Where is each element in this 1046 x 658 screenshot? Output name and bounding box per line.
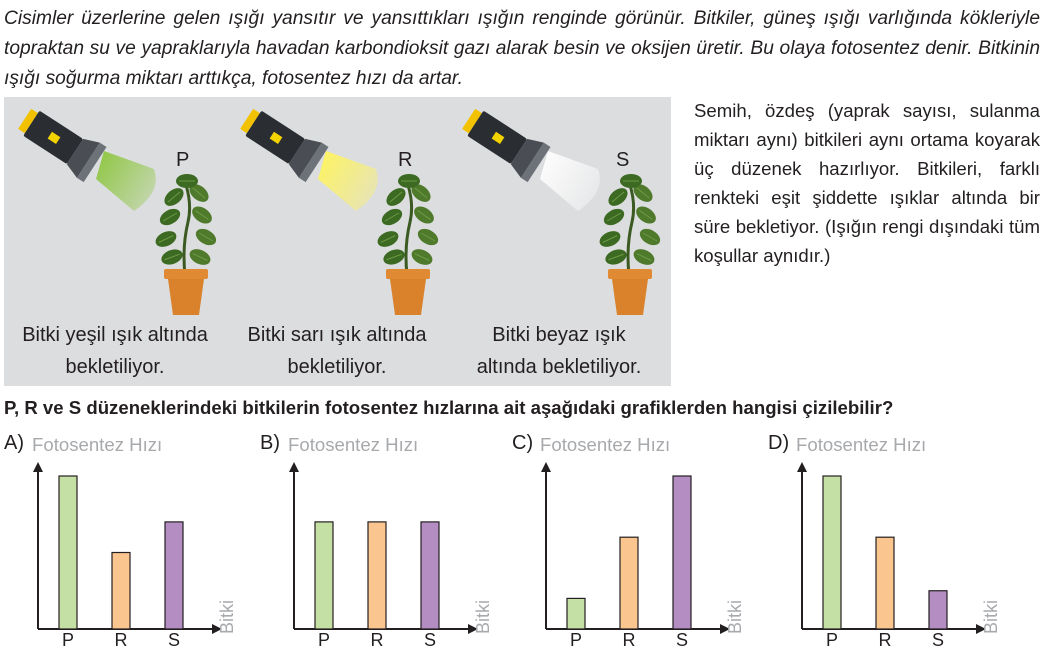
plant-icon: [597, 174, 663, 315]
category-label: S: [931, 630, 944, 650]
bar-p: [823, 476, 841, 629]
category-label: R: [622, 630, 636, 650]
x-axis-label: Bitki: [217, 599, 237, 634]
flashlight-icon: [235, 101, 328, 182]
flashlight-icon: [13, 101, 106, 182]
plant-icon: [153, 174, 219, 315]
light-beam: [318, 151, 378, 211]
y-axis-label: Fotosentez Hızı: [32, 434, 163, 455]
bar-p: [315, 522, 333, 629]
bar-s: [673, 476, 691, 629]
question-text: P, R ve S düzeneklerindeki bitkilerin fotosentez hızlarına ait aşağıdaki grafiklerden hangisi çizilebilir?: [4, 397, 894, 418]
y-axis-label: Fotosentez Hızı: [796, 434, 927, 455]
experiment-panel: [4, 97, 671, 386]
x-axis-label: Bitki: [725, 599, 745, 634]
graph-option-b[interactable]: [260, 428, 500, 654]
setup-s: [448, 97, 670, 386]
light-beam: [540, 151, 600, 211]
flashlight-icon: [457, 101, 550, 182]
category-label: P: [825, 630, 838, 650]
setup-letter: P: [176, 149, 190, 171]
bar-p: [567, 598, 585, 629]
bar-chart: [768, 428, 1008, 654]
graph-option-c[interactable]: [512, 428, 752, 654]
bar-chart: [4, 428, 244, 654]
y-axis-label: Fotosentez Hızı: [540, 434, 671, 455]
bar-r: [368, 522, 386, 629]
graph-option-a[interactable]: [4, 428, 244, 654]
y-axis-arrow: [541, 462, 551, 472]
category-label: S: [423, 630, 436, 650]
bar-r: [876, 537, 894, 629]
setup-caption: Bitki sarı ışık altında bekletiliyor.: [247, 324, 427, 378]
y-axis-arrow: [797, 462, 807, 472]
option-label[interactable]: D): [768, 432, 790, 454]
bar-s: [165, 522, 183, 629]
option-label[interactable]: A): [4, 432, 24, 454]
setup-caption: Bitki yeşil ışık altında bekletiliyor.: [22, 324, 208, 378]
intro-paragraph: Cisimler üzerlerine gelen ışığı yansıtır ve yansıttıkları ışığın renginde görünür. Bitkiler, güneş ışığı varlığında kökleriyle topraktan su ve yapraklarıyla havadan karbondioksit gazı alarak besin ve oksijen üretir. Bu olaya fotosentez denir. Bitkinin ışığı soğurma miktarı arttıkça, fotosentez hızı da artar.: [4, 8, 1040, 89]
bar-chart: [260, 428, 500, 654]
option-label[interactable]: C): [512, 432, 534, 454]
bar-s: [421, 522, 439, 629]
bar-chart: [512, 428, 752, 654]
category-label: R: [878, 630, 892, 650]
category-label: S: [167, 630, 180, 650]
x-axis-label: Bitki: [981, 599, 1001, 634]
bar-p: [59, 476, 77, 629]
y-axis-arrow: [289, 462, 299, 472]
category-label: R: [370, 630, 384, 650]
category-label: P: [569, 630, 582, 650]
y-axis-arrow: [33, 462, 43, 472]
setup-p: [4, 97, 226, 386]
light-beam: [96, 151, 156, 211]
setup-letter: S: [616, 149, 630, 171]
plant-icon: [375, 174, 441, 315]
setup-letter: R: [398, 149, 413, 171]
bar-r: [620, 537, 638, 629]
category-label: P: [317, 630, 330, 650]
setup-caption: Bitki beyaz ışık altında bekletiliyor.: [476, 324, 642, 378]
category-label: P: [61, 630, 74, 650]
bar-s: [929, 591, 947, 629]
x-axis-label: Bitki: [473, 599, 493, 634]
category-label: R: [114, 630, 128, 650]
option-label[interactable]: B): [260, 432, 280, 454]
category-label: S: [675, 630, 688, 650]
experiment-description: Semih, özdeş (yaprak sayısı, sulanma miktarı aynı) bitkileri aynı ortama koyarak üç düzenek hazırlıyor. Bitkileri, farklı renkteki eşit şiddette ışıklar altında bir süre bekletiyor. (Işığın rengi dışındaki tüm koşullar aynıdır.): [694, 100, 1040, 266]
graph-option-d[interactable]: [768, 428, 1008, 654]
y-axis-label: Fotosentez Hızı: [288, 434, 419, 455]
bar-r: [112, 553, 130, 630]
setup-r: [226, 97, 448, 386]
